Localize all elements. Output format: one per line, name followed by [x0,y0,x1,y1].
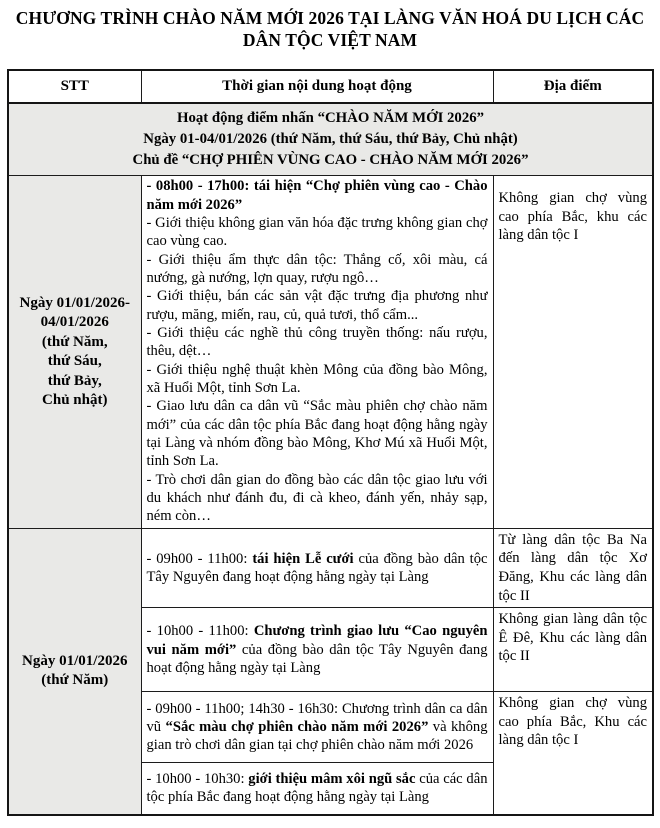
table-row [8,528,653,607]
activity-cell: - 09h00 - 11h00; 14h30 - 16h30: Chương trình dân ca dân vũ “Sắc màu chợ phiên chào năm mới 2026” và không gian trò chơi dân gian tại chợ phiên chào năm mới 2026 [141,692,493,763]
activity-cell: - 10h00 - 11h00: Chương trình giao lưu “Cao nguyên vui năm mới” của đồng bào dân tộc Tây Nguyên đang hoạt động hằng ngày tại Làng [141,608,493,692]
activity-item: - Giới thiệu nghệ thuật khèn Mông của đồng bào Mông, xã Huổi Một, tỉnh Sơn La. [146,361,488,397]
activity-item: - Giới thiệu, bán các sản vật đặc trưng địa phương như rượu, măng, miến, rau, củ, quả tươi, thổ cẩm... [146,288,488,323]
date-cell: Ngày 01/01/2026- 04/01/2026 (thứ Năm, thứ Sáu, thứ Bảy, Chủ nhật) [8,176,141,529]
activity-cell: - 09h00 - 11h00: tái hiện Lễ cưới của đồng bào dân tộc Tây Nguyên đang hoạt động hằng ngày tại Làng [141,528,493,607]
column-header-location: Địa điểm [493,70,653,103]
section-line: Chủ đề “CHỢ PHIÊN VÙNG CAO - CHÀO NĂM MỚI 2026” [132,152,529,169]
location-cell: Không gian chợ vùng cao phía Bắc, khu các làng dân tộc I [493,176,653,529]
table-row [8,176,653,529]
section-header-cell [8,103,653,176]
activity-item: - Giới thiệu ẩm thực dân tộc: Thắng cố, xôi màu, cá nướng, gà nướng, lợn quay, rượu ngô… [146,251,488,286]
activity-item: - Giới thiệu không gian văn hóa đặc trưng không gian chợ cao vùng cao. [146,214,488,250]
activity-item: - Giao lưu dân ca dân vũ “Sắc màu phiên chợ chào năm mới” của các dân tộc phía Bắc đang hoạt động hằng ngày tại Làng và nhóm đồng bào Mông, Khơ Mú xã Huổi Một, tỉnh Sơn La. [146,398,488,470]
activity-cell: - 10h00 - 10h30: giới thiệu mâm xôi ngũ sắc của các dân tộc phía Bắc đang hoạt động hằng ngày tại Làng [141,763,493,815]
location-cell: Không gian chợ vùng cao phía Bắc, Khu các làng dân tộc I [493,692,653,815]
activity-item: - Trò chơi dân gian do đồng bào các dân tộc giao lưu với du khách như đánh đu, đi cà kheo, đánh yến, nhảy sạp, ném còn… [146,471,488,525]
section-line: Hoạt động điểm nhấn “CHÀO NĂM MỚI 2026” [176,110,485,127]
section-line: Ngày 01-04/01/2026 (thứ Năm, thứ Sáu, thứ Bảy, Chủ nhật) [143,131,518,148]
page-title: CHƯƠNG TRÌNH CHÀO NĂM MỚI 2026 TẠI LÀNG VĂN HOÁ DU LỊCH CÁC DÂN TỘC VIỆT NAM [15,8,645,51]
date-cell: Ngày 01/01/2026 (thứ Năm) [8,528,141,814]
table-header-row [8,70,653,103]
program-table [7,69,654,816]
location-cell: Từ làng dân tộc Ba Na đến làng dân tộc Xơ Đăng, Khu các làng dân tộc II [493,528,653,607]
location-cell: Không gian làng dân tộc Ê Đê, Khu các làng dân tộc II [493,608,653,692]
activity-item: - 08h00 - 17h00: tái hiện “Chợ phiên vùng cao - Chào năm mới 2026” [146,178,488,213]
activity-item: - Giới thiệu các nghề thủ công truyền thống: nấu rượu, thêu, dệt… [146,325,488,360]
section-header-row [8,103,653,176]
column-header-stt: STT [8,70,141,103]
column-header-time-content: Thời gian nội dung hoạt động [141,70,493,103]
activities-cell [141,176,493,529]
